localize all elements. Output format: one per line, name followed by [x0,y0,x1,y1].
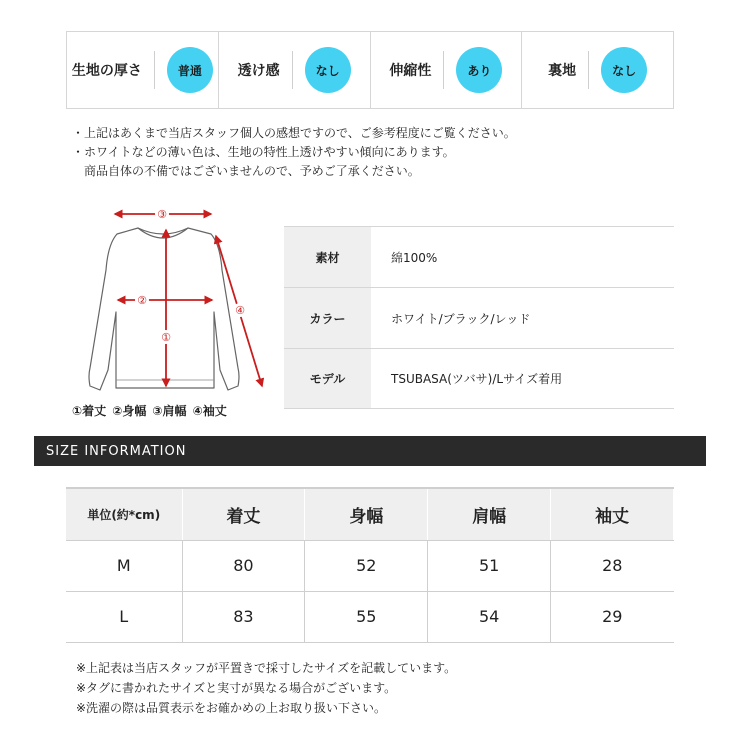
attr-label: 伸縮性 [389,63,432,79]
header-length: 着丈 [182,488,305,540]
attr-badge: なし [601,47,647,93]
attr-label: 裏地 [548,63,577,79]
header-shoulder: 肩幅 [428,488,551,540]
table-cell: 83 [182,591,305,642]
size-label: M [66,540,182,591]
fabric-attributes-bar [66,31,674,109]
marker-1: ① [161,331,171,344]
attr-badge: あり [456,47,502,93]
diagram-legend [72,402,227,419]
table-cell: 52 [305,540,428,591]
sweatshirt-outline [89,228,239,390]
attribute-notes [72,124,516,181]
attr-stretch [371,32,523,108]
marker-2: ② [137,294,147,307]
note-line: ※上記表は当店スタッフが平置きで採寸したサイズを記載しています。 [76,661,457,675]
spec-row-color [284,287,674,348]
table-cell: 51 [428,540,551,591]
table-cell: 28 [551,540,674,591]
size-table [66,487,674,643]
measurement-diagram [68,200,268,422]
attr-thickness [66,32,219,108]
table-row [66,591,674,642]
attr-lining [522,32,674,108]
attr-sheerness [219,32,371,108]
attr-badge: なし [305,47,351,93]
header-sleeve: 袖丈 [551,488,674,540]
spec-value: ホワイト/ブラック/レッド [391,311,531,326]
marker-4: ④ [235,304,245,317]
divider [154,51,155,89]
marker-3: ③ [157,208,167,221]
note-line: ※洗濯の際は品質表示をお確かめの上お取り扱い下さい。 [76,701,387,715]
spec-key: モデル [284,349,371,408]
note-line: ※タグに書かれたサイズと実寸が異なる場合がございます。 [76,681,397,695]
spec-value: 綿100% [391,250,438,265]
attr-badge: 普通 [167,47,213,93]
attr-label: 透け感 [237,63,280,79]
size-table-header [66,488,674,540]
spec-value: TSUBASA(ツバサ)/Lサイズ着用 [391,372,563,386]
spec-key: カラー [284,288,371,348]
divider [443,51,444,89]
legend-item: ②身幅 [112,404,147,418]
table-cell: 55 [305,591,428,642]
size-notes [76,658,456,718]
table-row [66,540,674,591]
spec-row-material [284,226,674,287]
note-line: ・上記はあくまで当店スタッフ個人の感想ですので、ご参考程度にご覧ください。 [72,126,516,140]
collar [138,228,188,238]
table-cell: 29 [551,591,674,642]
attr-label: 生地の厚さ [71,63,142,79]
note-line: 商品自体の不備ではございませんので、予めご了承ください。 [72,164,420,178]
divider [292,51,293,89]
size-information-header: SIZE INFORMATION [34,436,706,466]
size-label: L [66,591,182,642]
legend-item: ④袖丈 [192,404,227,418]
note-line: ・ホワイトなどの薄い色は、生地の特性上透けやすい傾向にあります。 [72,145,455,159]
table-cell: 54 [428,591,551,642]
header-body-width: 身幅 [305,488,428,540]
product-spec-table [284,226,674,409]
spec-row-model [284,348,674,409]
divider [588,51,589,89]
spec-key: 素材 [284,227,371,287]
legend-item: ③肩幅 [152,404,187,418]
header-unit: 単位(約*cm) [66,488,182,540]
table-cell: 80 [182,540,305,591]
legend-item: ①着丈 [72,404,107,418]
